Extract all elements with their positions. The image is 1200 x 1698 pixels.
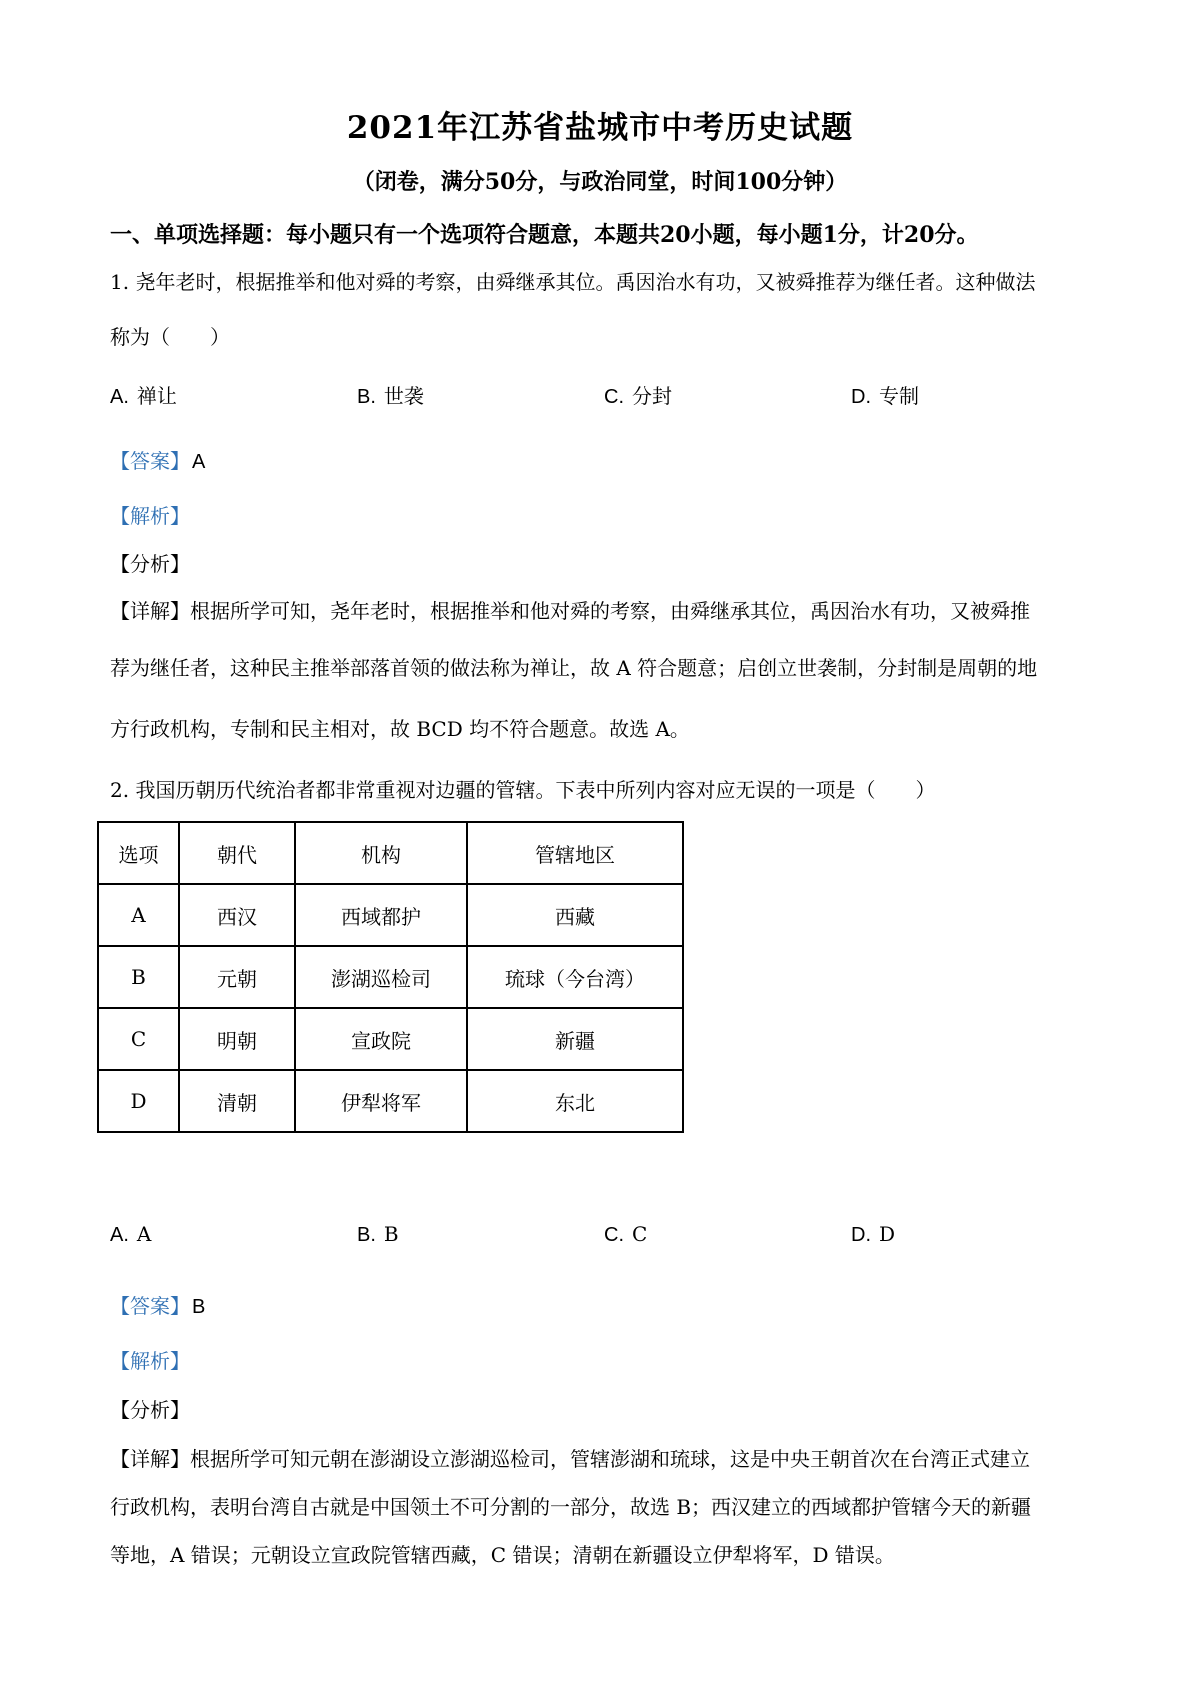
q1-detail-line3: 方行政机构，专制和民主相对，故 BCD 均不符合题意。故选 A。 — [110, 717, 690, 741]
q1-answer — [110, 445, 205, 474]
table-row — [98, 884, 683, 946]
table-row — [98, 946, 683, 1008]
table-cell: C — [98, 1008, 179, 1070]
table-header-cell: 选项 — [98, 822, 179, 884]
table-cell: D — [98, 1070, 179, 1132]
answer-value: B — [192, 1296, 206, 1318]
exam-subtitle: （闭卷，满分50分，与政治同堂，时间100分钟） — [352, 169, 848, 195]
table-cell: 伊犁将军 — [295, 1070, 467, 1132]
option-letter: B. — [357, 1224, 376, 1246]
q2-analysis-tag: 【解析】 — [110, 1349, 190, 1373]
q2-option-a — [110, 1222, 151, 1247]
table-header-cell: 朝代 — [179, 822, 295, 884]
option-letter: D. — [851, 386, 871, 408]
table-header-row — [98, 822, 683, 884]
table-cell: 宣政院 — [295, 1008, 467, 1070]
answer-tag: 【答案】 — [110, 1294, 190, 1318]
q2-option-d — [851, 1222, 895, 1247]
option-letter: A. — [110, 1224, 129, 1246]
option-text: D — [879, 1222, 896, 1246]
q1-stem-line1: 1. 尧年老时，根据推举和他对舜的考察，由舜继承其位。禹因治水有功，又被舜推荐为继任者。这种做法 — [110, 270, 1036, 294]
table-cell: 东北 — [467, 1070, 683, 1132]
q2-answer — [110, 1290, 205, 1319]
q2-stem: 2. 我国历朝历代统治者都非常重视对边疆的管辖。下表中所列内容对应无误的一项是（ ） — [110, 778, 936, 802]
option-text: A — [136, 1222, 152, 1246]
table-cell: 西汉 — [179, 884, 295, 946]
option-letter: C. — [604, 386, 624, 408]
table-cell: 清朝 — [179, 1070, 295, 1132]
q2-table — [97, 821, 684, 1133]
q2-detail-line1: 【详解】根据所学可知元朝在澎湖设立澎湖巡检司，管辖澎湖和琉球，这是中央王朝首次在台湾正式建立 — [110, 1447, 1030, 1471]
table-cell: 元朝 — [179, 946, 295, 1008]
option-letter: C. — [604, 1224, 624, 1246]
q2-option-c — [604, 1222, 647, 1247]
q2-detail-line3: 等地，A 错误；元朝设立宣政院管辖西藏，C 错误；清朝在新疆设立伊犁将军，D 错误。 — [110, 1543, 895, 1567]
q2-fenxi: 【分析】 — [110, 1398, 190, 1422]
q1-stem-line2: 称为（ ） — [110, 325, 230, 349]
answer-tag: 【答案】 — [110, 449, 190, 473]
q1-option-a — [110, 380, 177, 409]
option-letter: A. — [110, 386, 129, 408]
q1-option-d — [851, 380, 919, 409]
table-cell: 明朝 — [179, 1008, 295, 1070]
option-letter: D. — [851, 1224, 871, 1246]
option-letter: B. — [357, 386, 376, 408]
option-text: 分封 — [632, 384, 672, 408]
table-row — [98, 1008, 683, 1070]
section-heading: 一、单项选择题：每小题只有一个选项符合题意，本题共20小题，每小题1分，计20分。 — [110, 222, 979, 248]
table-header-cell: 机构 — [295, 822, 467, 884]
exam-title: 2021年江苏省盐城市中考历史试题 — [346, 110, 854, 146]
option-text: 专制 — [879, 384, 919, 408]
table-header-cell: 管辖地区 — [467, 822, 683, 884]
table-cell: 琉球（今台湾） — [467, 946, 683, 1008]
q1-option-b — [357, 380, 424, 409]
table-cell: 西域都护 — [295, 884, 467, 946]
q1-analysis-tag: 【解析】 — [110, 504, 190, 528]
q1-detail-line1: 【详解】根据所学可知，尧年老时，根据推举和他对舜的考察，由舜继承其位，禹因治水有功，又被舜推 — [110, 599, 1030, 623]
table-cell: B — [98, 946, 179, 1008]
option-text: C — [632, 1222, 648, 1246]
option-text: B — [383, 1222, 399, 1246]
option-text: 禅让 — [136, 384, 177, 408]
table-cell: 西藏 — [467, 884, 683, 946]
option-text: 世袭 — [383, 384, 424, 408]
answer-value: A — [192, 451, 206, 473]
q2-option-b — [357, 1222, 399, 1247]
q1-detail-line2: 荐为继任者，这种民主推举部落首领的做法称为禅让，故 A 符合题意；启创立世袭制，分封制是周朝的地 — [110, 656, 1038, 680]
q1-option-c — [604, 380, 672, 409]
table-row — [98, 1070, 683, 1132]
table-cell: A — [98, 884, 179, 946]
table-cell: 澎湖巡检司 — [295, 946, 467, 1008]
table-cell: 新疆 — [467, 1008, 683, 1070]
q1-fenxi: 【分析】 — [110, 552, 190, 576]
q2-detail-line2: 行政机构，表明台湾自古就是中国领土不可分割的一部分，故选 B；西汉建立的西域都护管辖今天的新疆 — [110, 1495, 1032, 1519]
